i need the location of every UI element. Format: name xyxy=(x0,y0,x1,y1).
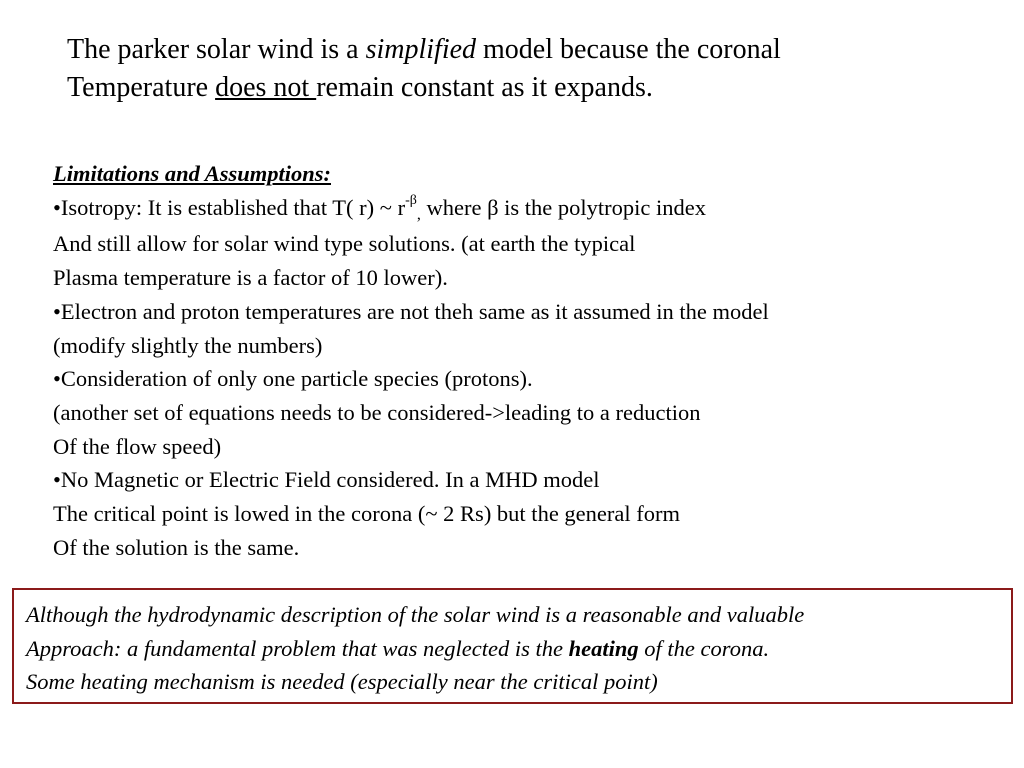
callout-line-3: Some heating mechanism is needed (especially near the critical point) xyxy=(26,669,658,694)
bullet-text: •Isotropy: It is established that T( r) ~ r xyxy=(53,194,406,220)
bullet-particle-species: •Consideration of only one particle species (protons). xyxy=(53,366,533,392)
section-heading: Limitations and Assumptions: xyxy=(53,161,331,186)
intro-line-2 xyxy=(67,69,1007,107)
intro-text: remain constant as it expands. xyxy=(316,72,653,103)
callout-line-1: Although the hydrodynamic description of the solar wind is a reasonable and valuable xyxy=(26,602,805,627)
intro-text: Temperature xyxy=(67,72,216,103)
body-line: (modify slightly the numbers) xyxy=(53,332,323,358)
intro-paragraph xyxy=(67,31,1007,107)
intro-line-1 xyxy=(67,31,1007,69)
bullet-isotropy xyxy=(53,191,1013,228)
comma: , xyxy=(416,205,421,223)
exponent: -β xyxy=(405,193,417,209)
bullet-text: where β is the polytropic index xyxy=(420,194,707,220)
bullet-temperatures: •Electron and proton temperatures are not theh same as it assumed in the model xyxy=(53,298,769,324)
bullet-magnetic-field: •No Magnetic or Electric Field considered. In a MHD model xyxy=(53,467,600,493)
callout-text: of the corona. xyxy=(638,635,770,661)
body-line: (another set of equations needs to be considered->leading to a reduction xyxy=(53,399,701,425)
callout-line-2 xyxy=(26,632,1011,666)
callout-text: Approach: a fundamental problem that was neglected is the xyxy=(26,635,569,661)
intro-text: model because the coronal xyxy=(476,34,781,65)
intro-text: The parker solar wind is a xyxy=(67,34,366,65)
body-line: Of the solution is the same. xyxy=(53,534,300,560)
body-line: Of the flow speed) xyxy=(53,433,222,459)
underlined-does-not: does not xyxy=(215,72,317,103)
callout-box xyxy=(12,588,1013,704)
body-line: The critical point is lowed in the corona (~ 2 Rs) but the general form xyxy=(53,501,680,527)
body-line: And still allow for solar wind type solutions. (at earth the typical xyxy=(53,231,636,257)
limitations-section xyxy=(53,157,1013,564)
bold-heating: heating xyxy=(568,635,639,661)
body-line: Plasma temperature is a factor of 10 lower). xyxy=(53,265,448,291)
emphasis-simplified: simplified xyxy=(365,34,477,65)
